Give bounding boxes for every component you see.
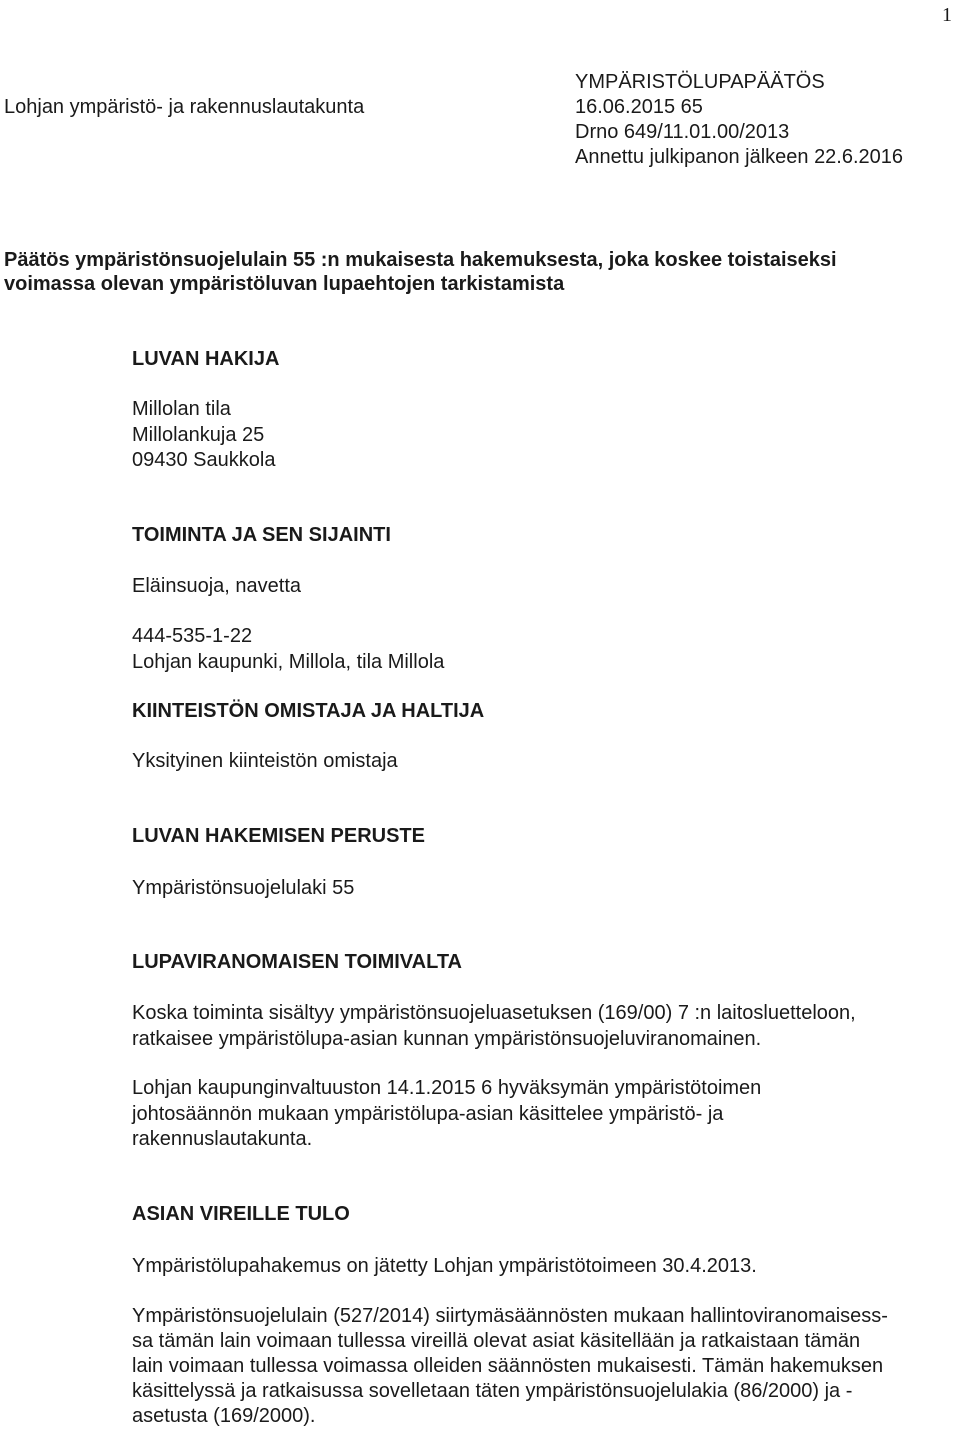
title-line-1: Päätös ympäristönsuojelulain 55 :n mukaisesta hakemuksesta, joka koskee toistaiseksi: [4, 249, 837, 271]
applicant-block: [132, 397, 275, 474]
pending-line: käsittelyssä ja ratkaisussa sovelletaan täten ympäristönsuojelulakia (86/2000) ja -: [132, 1380, 853, 1402]
property-location: Lohjan kaupunki, Millola, tila Millola: [132, 650, 445, 673]
owner-text: Yksityinen kiinteistön omistaja: [132, 750, 398, 772]
authority-line: Koska toiminta sisältyy ympäristönsuojeluasetuksen (169/00) 7 :n laitosluetteloon,: [132, 1002, 856, 1024]
heading-activity: TOIMINTA JA SEN SIJAINTI: [132, 524, 391, 546]
authority-paragraph-2: [132, 1076, 761, 1153]
decision-date: 16.06.2015 65: [575, 96, 703, 118]
basis-text: Ympäristönsuojelulaki 55: [132, 877, 355, 899]
applicant-postcode: 09430 Saukkola: [132, 449, 276, 471]
activity-location: [132, 624, 444, 675]
drno: Drno 649/11.01.00/2013: [575, 121, 790, 143]
authority-name: Lohjan ympäristö- ja rakennuslautakunta: [4, 96, 365, 118]
property-id: 444-535-1-22: [132, 625, 253, 647]
pending-line: Ympäristönsuojelulain (527/2014) siirtymäsäännösten mukaan hallintoviranomaisess-: [132, 1305, 888, 1327]
authority-paragraph-1: [132, 1001, 856, 1052]
pending-line: asetusta (169/2000).: [132, 1405, 316, 1427]
applicant-street: Millolankuja 25: [132, 423, 265, 446]
authority-line: johtosäännön mukaan ympäristölupa-asian käsittelee ympäristö- ja: [132, 1102, 724, 1125]
given-date: Annettu julkipanon jälkeen 22.6.2016: [575, 146, 904, 168]
pending-paragraph-2: [132, 1304, 888, 1429]
authority-line: Lohjan kaupunginvaltuuston 14.1.2015 6 hyväksymän ympäristötoimen: [132, 1077, 762, 1099]
applicant-name: Millolan tila: [132, 398, 231, 420]
heading-owner: KIINTEISTÖN OMISTAJA JA HALTIJA: [132, 700, 485, 722]
doc-type: YMPÄRISTÖLUPAPÄÄTÖS: [575, 71, 825, 93]
pending-line: lain voimaan tullessa voimassa olleiden säännösten mukaisesti. Tämän hakemuksen: [132, 1355, 884, 1377]
heading-authority: LUPAVIRANOMAISEN TOIMIVALTA: [132, 951, 462, 973]
activity-type: Eläinsuoja, navetta: [132, 575, 302, 597]
heading-applicant: LUVAN HAKIJA: [132, 348, 280, 370]
title-line-2: voimassa olevan ympäristöluvan lupaehtojen tarkistamista: [4, 273, 565, 295]
authority-line: rakennuslautakunta.: [132, 1128, 313, 1150]
pending-line: sa tämän lain voimaan tullessa vireillä olevat asiat käsitellään ja ratkaistaan tämän: [132, 1330, 861, 1352]
heading-basis: LUVAN HAKEMISEN PERUSTE: [132, 825, 425, 847]
pending-paragraph-1: Ympäristölupahakemus on jätetty Lohjan ympäristötoimeen 30.4.2013.: [132, 1255, 757, 1277]
authority-line: ratkaisee ympäristölupa-asian kunnan ympäristönsuojeluviranomainen.: [132, 1027, 762, 1050]
decision-title: [4, 248, 837, 296]
page-number: 1: [942, 4, 952, 26]
heading-pending: ASIAN VIREILLE TULO: [132, 1203, 350, 1225]
